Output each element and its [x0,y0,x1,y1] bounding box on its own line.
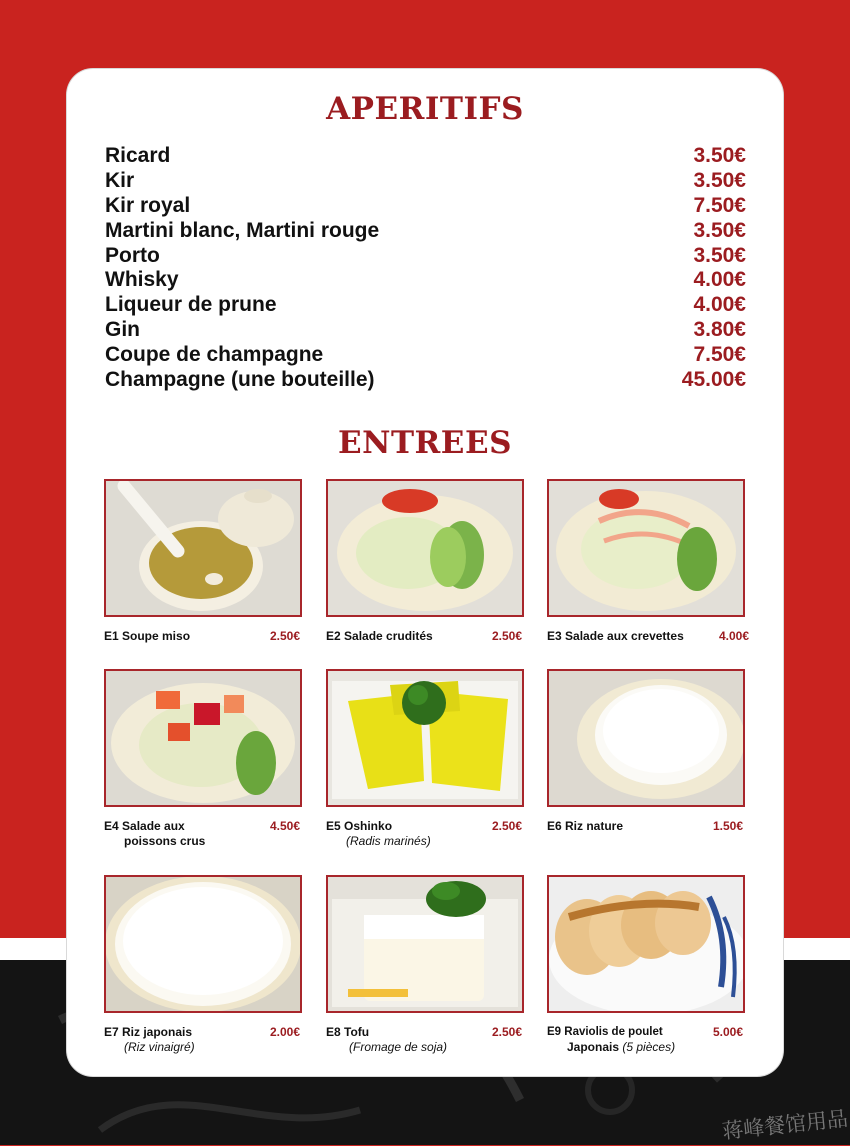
aperitif-name: Liqueur de prune [105,293,277,317]
dish-photo-oshinko [326,669,524,807]
aperitif-price: 3.80€ [693,318,746,342]
dish-price: 2.50€ [491,819,522,833]
dish-card-e8 [326,875,524,1055]
dish-card-e3 [547,479,749,644]
dish-price: 1.50€ [712,819,743,833]
aperitif-name: Kir [105,168,135,192]
dish-subtitle: (Riz vinaigré) [124,1040,195,1054]
aperitif-price: 45.00€ [681,368,746,392]
dish-photo-raviolis-poulet [547,875,745,1013]
aperitif-price: 4.00€ [693,293,746,317]
aperitif-row [105,343,746,368]
aperitif-row [105,244,746,269]
dish-name-japonais: Japonais [567,1040,620,1054]
aperitifs-title: APERITIFS [326,91,524,127]
aperitif-price: 7.50€ [693,193,746,217]
aperitif-price: 3.50€ [693,144,746,167]
aperitif-row [105,144,746,169]
dish-caption [326,819,524,849]
dish-photo-salade-poissons-crus [104,669,302,807]
dish-price: 4.00€ [718,629,749,643]
aperitif-name: Martini blanc, Martini rouge [105,218,380,242]
entrees-title: ENTREES [338,425,512,461]
dish-caption [104,1025,302,1055]
dish-name: E9 Raviolis de poulet [547,1026,663,1038]
aperitif-price: 3.50€ [693,218,746,242]
aperitif-row [105,169,746,194]
dish-card-e9 [547,875,745,1055]
dish-price: 2.50€ [491,1025,522,1039]
dish-caption [104,819,302,849]
dish-caption [547,629,749,644]
dish-price: 5.00€ [712,1025,743,1039]
aperitif-name: Whisky [105,268,179,292]
dish-price: 2.00€ [269,1025,300,1039]
aperitif-name: Gin [105,318,140,342]
dish-caption [326,1025,524,1055]
dish-name: E4 Salade aux [104,819,185,833]
dish-card-e2 [326,479,524,644]
aperitif-price: 4.00€ [693,268,746,292]
aperitif-row [105,368,746,393]
dish-card-e6 [547,669,745,834]
dish-caption [547,819,745,834]
dish-subtitle: (5 pièces) [622,1040,676,1054]
dish-name: E7 Riz japonais [104,1025,193,1039]
aperitif-row [105,194,746,219]
menu-card [67,69,783,1076]
aperitif-row [105,293,746,318]
dish-photo-salade-crudites [326,479,524,617]
aperitif-price: 3.50€ [693,168,746,192]
dish-photo-salade-crevettes [547,479,745,617]
dish-subtitle: (Fromage de soja) [349,1040,448,1054]
dish-name: E2 Salade crudités [326,629,433,643]
dish-name: E5 Oshinko [326,819,393,833]
aperitif-price: 7.50€ [693,343,746,367]
aperitif-name: Kir royal [105,193,191,217]
dish-photo-tofu [326,875,524,1013]
aperitif-row [105,268,746,293]
dish-photo-soupe-miso [104,479,302,617]
aperitif-name: Ricard [105,144,171,167]
dish-photo-riz-japonais [104,875,302,1013]
dish-price: 2.50€ [491,629,522,643]
dish-caption [547,1025,745,1055]
watermark-text: 蒋峰餐馆用品 [721,1106,850,1144]
dish-name: E6 Riz nature [547,819,624,833]
dish-card-e4 [104,669,302,849]
dish-name: E8 Tofu [326,1025,370,1039]
aperitif-name: Champagne (une bouteille) [105,368,375,392]
dish-caption [326,629,524,644]
aperitifs-list [105,144,746,393]
dish-name-line2 [547,1040,745,1055]
dish-card-e5 [326,669,524,849]
aperitif-name: Coupe de champagne [105,343,324,367]
dish-caption [104,629,302,644]
dish-price: 4.50€ [269,819,300,833]
dish-name-line2: poissons crus [124,834,206,848]
dish-photo-riz-nature [547,669,745,807]
dish-subtitle: (Radis marinés) [346,834,431,848]
dish-name: E1 Soupe miso [104,629,191,643]
dish-name: E3 Salade aux crevettes [547,629,684,643]
aperitif-price: 3.50€ [693,243,746,267]
aperitif-row [105,318,746,343]
aperitif-name: Porto [105,243,160,267]
dish-card-e1 [104,479,302,644]
dish-card-e7 [104,875,302,1055]
dish-price: 2.50€ [269,629,300,643]
aperitif-row [105,219,746,244]
